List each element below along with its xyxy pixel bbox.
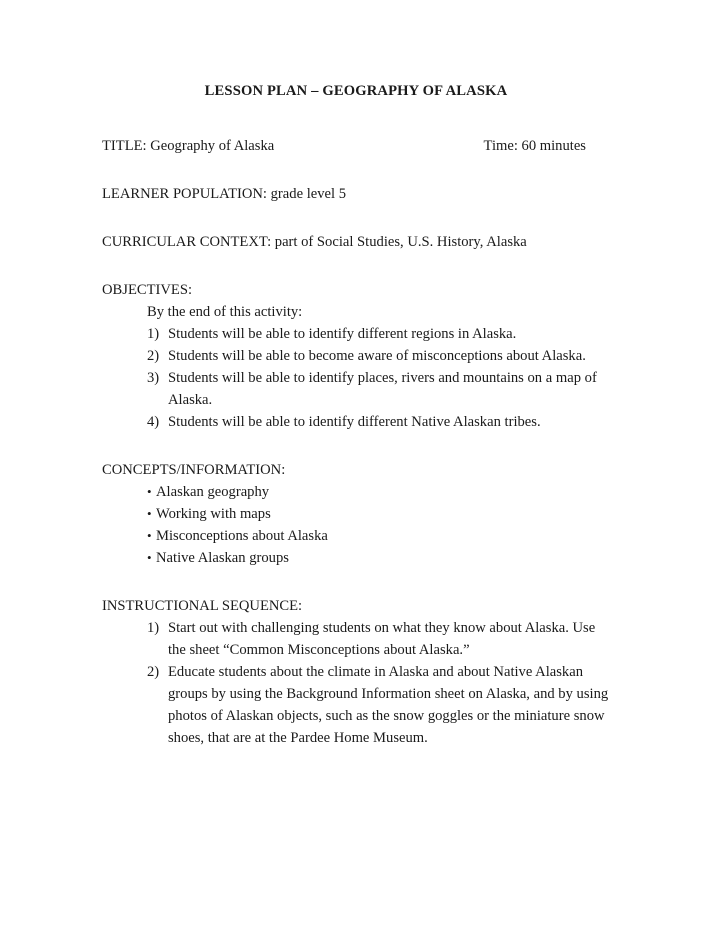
list-marker: 2) (147, 348, 160, 364)
list-item (147, 503, 610, 525)
learner-population-field: LEARNER POPULATION: grade level 5 (102, 186, 347, 202)
lesson-title-field: TITLE: Geography of Alaska (102, 138, 275, 154)
list-item-text: Educate students about the climate in Alaska and about Native Alaskan groups by using the Background Information sheet on Alaska, and by using photos of Alaskan objects, such as the snow goggles or the miniature snow shoes, that are at the Pardee Home Museum. (168, 664, 609, 746)
list-item-text: Students will be able to identify places, rivers and mountains on a map of Alaska. (168, 370, 597, 408)
list-item (147, 345, 610, 367)
curricular-context-field: CURRICULAR CONTEXT: part of Social Studies, U.S. History, Alaska (102, 234, 527, 250)
concepts-heading: CONCEPTS/INFORMATION: (102, 462, 286, 478)
document-body (102, 80, 610, 749)
list-item-text: Working with maps (156, 506, 271, 522)
list-item (147, 323, 610, 345)
list-item-text: Misconceptions about Alaska (156, 528, 328, 544)
list-item-text: Native Alaskan groups (156, 550, 289, 566)
objectives-intro: By the end of this activity: (147, 304, 303, 320)
concepts-list (102, 481, 610, 569)
list-item (147, 661, 610, 749)
bullet-icon: • (147, 506, 152, 521)
list-marker: 4) (147, 414, 160, 430)
list-item (147, 547, 610, 569)
spacer (102, 102, 610, 135)
list-item-text: Students will be able to become aware of misconceptions about Alaska. (168, 348, 586, 364)
spacer (102, 157, 610, 183)
spacer (102, 433, 610, 459)
instructional-sequence-heading: INSTRUCTIONAL SEQUENCE: (102, 598, 303, 614)
list-item (147, 525, 610, 547)
list-item-text: Students will be able to identify different regions in Alaska. (168, 326, 517, 342)
objectives-heading: OBJECTIVES: (102, 282, 192, 298)
spacer (102, 253, 610, 279)
list-marker: 1) (147, 326, 160, 342)
list-marker: 3) (147, 370, 160, 386)
list-item-text: Alaskan geography (156, 484, 270, 500)
instructional-sequence-list (102, 617, 610, 749)
list-item (147, 411, 610, 433)
page-title: LESSON PLAN – GEOGRAPHY OF ALASKA (204, 83, 508, 99)
list-item (147, 617, 610, 661)
lesson-time-field: Time: 60 minutes (483, 138, 586, 154)
list-item-text: Students will be able to identify different Native Alaskan tribes. (168, 414, 541, 430)
list-marker: 2) (147, 664, 160, 680)
title-time-row (102, 135, 610, 157)
list-item (147, 367, 610, 411)
list-marker: 1) (147, 620, 160, 636)
bullet-icon: • (147, 550, 152, 565)
spacer (102, 205, 610, 231)
bullet-icon: • (147, 484, 152, 499)
bullet-icon: • (147, 528, 152, 543)
list-item (147, 481, 610, 503)
objectives-list (102, 323, 610, 433)
list-item-text: Start out with challenging students on what they know about Alaska. Use the sheet “Common Misconceptions about Alaska.” (168, 620, 596, 658)
spacer (102, 569, 610, 595)
